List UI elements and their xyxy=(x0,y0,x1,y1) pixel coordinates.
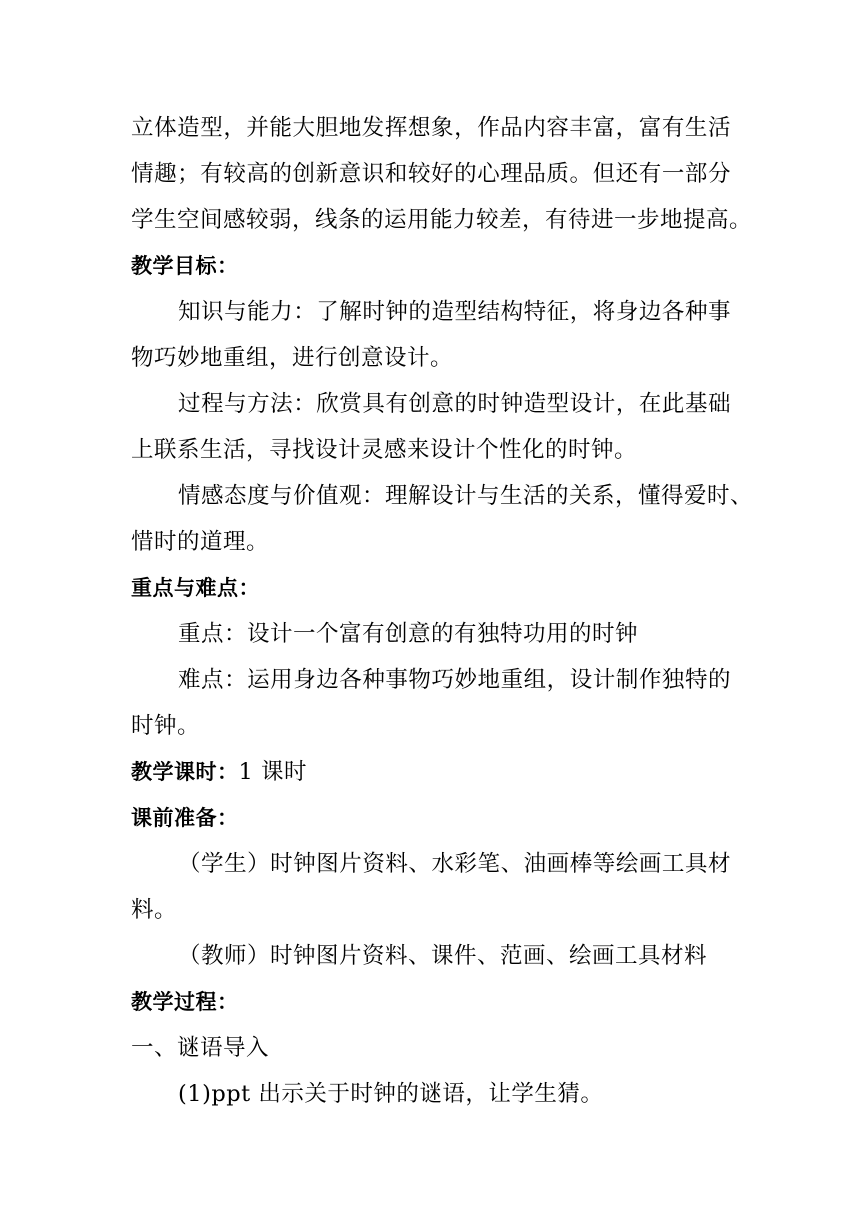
key-point-difficulty-line-2: 时钟。 xyxy=(131,713,201,739)
key-point-focus: 重点：设计一个富有创意的有独特功用的时钟 xyxy=(178,621,639,647)
key-point-difficulty-line-1: 难点：运用身边各种事物巧妙地重组，设计制作独特的 xyxy=(178,667,731,693)
process-heading: 教学过程： xyxy=(131,990,239,1014)
intro-line-1: 立体造型，并能大胆地发挥想象，作品内容丰富，富有生活 xyxy=(131,115,731,141)
objective-knowledge-line-2: 物巧妙地重组，进行创意设计。 xyxy=(131,345,454,371)
key-points-heading: 重点与难点： xyxy=(131,576,260,600)
process-section-1: 一、谜语导入 xyxy=(131,1035,270,1061)
intro-line-2: 情趣；有较高的创新意识和较好的心理品质。但还有一部分 xyxy=(131,161,731,187)
preparation-heading: 课前准备： xyxy=(131,806,239,830)
preparation-student-line-1: （学生）时钟图片资料、水彩笔、油画棒等绘画工具材 xyxy=(178,851,731,877)
teaching-hours xyxy=(131,757,731,787)
teaching-hours-heading: 教学课时： xyxy=(131,760,239,784)
objective-emotion-line-1: 情感态度与价值观：理解设计与生活的关系，懂得爱时、 xyxy=(178,483,754,509)
objective-emotion-line-2: 惜时的道理。 xyxy=(131,529,270,555)
preparation-teacher: （教师）时钟图片资料、课件、范画、绘画工具材料 xyxy=(178,943,708,969)
process-step-1: (1)ppt 出示关于时钟的谜语，让学生猜。 xyxy=(178,1081,604,1107)
objective-knowledge-line-1: 知识与能力：了解时钟的造型结构特征，将身边各种事 xyxy=(178,299,731,325)
teaching-hours-value: 1 课时 xyxy=(238,759,307,785)
objective-process-line-2: 上联系生活，寻找设计灵感来设计个性化的时钟。 xyxy=(131,437,638,463)
objective-process-line-1: 过程与方法：欣赏具有创意的时钟造型设计，在此基础 xyxy=(178,391,731,417)
objectives-heading: 教学目标： xyxy=(131,254,239,278)
preparation-student-line-2: 料。 xyxy=(131,897,178,923)
intro-line-3: 学生空间感较弱，线条的运用能力较差，有待进一步地提高。 xyxy=(131,207,753,233)
